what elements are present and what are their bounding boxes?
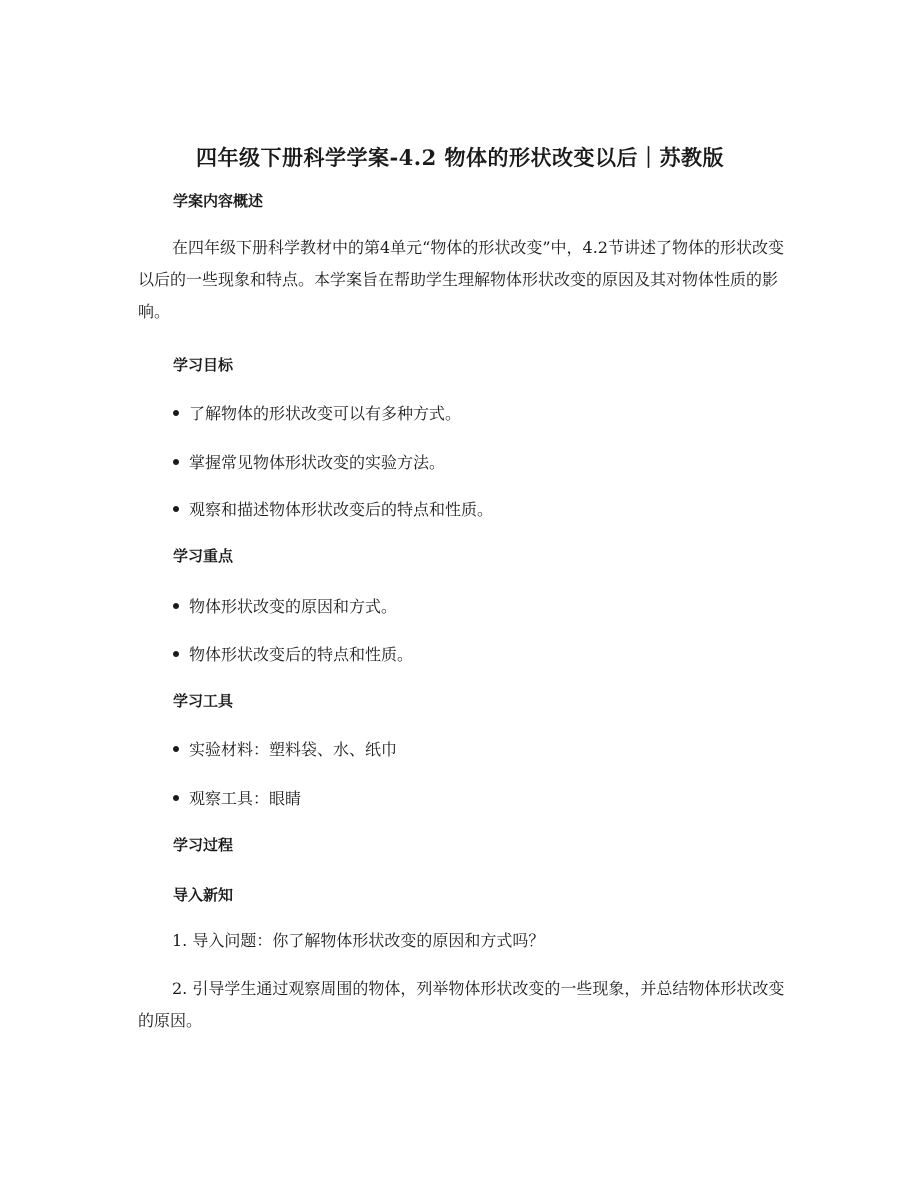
process-step: 1. 导入问题：你了解物体形状改变的原因和方式吗？ xyxy=(172,931,545,950)
document-title: 四年级下册科学学案-4.2 物体的形状改变以后｜苏教版 xyxy=(195,145,725,170)
goal-item: 观察和描述物体形状改变后的特点和性质。 xyxy=(173,497,493,520)
section-heading-key-points: 学习重点 xyxy=(173,547,234,565)
bullet-icon xyxy=(173,603,179,609)
bullet-icon xyxy=(173,459,179,465)
key-point-item: 物体形状改变的原因和方式。 xyxy=(173,594,397,617)
tool-item: 观察工具：眼睛 xyxy=(173,786,301,809)
goal-item: 掌握常见物体形状改变的实验方法。 xyxy=(173,450,445,473)
section-heading-tools: 学习工具 xyxy=(173,692,234,710)
tool-item: 实验材料：塑料袋、水、纸巾 xyxy=(173,737,397,760)
goal-item: 了解物体的形状改变可以有多种方式。 xyxy=(173,401,461,424)
bullet-icon xyxy=(173,651,179,657)
bullet-icon xyxy=(173,746,179,752)
section-heading-overview: 学案内容概述 xyxy=(173,192,264,210)
overview-paragraph: 在四年级下册科学教材中的第4单元“物体的形状改变”中，4.2节讲述了物体的形状改变以后的一些现象和特点。本学案旨在帮助学生理解物体形状改变的原因及其对物体性质的影响。 xyxy=(138,238,784,321)
subsection-heading-intro: 导入新知 xyxy=(173,886,234,904)
bullet-icon xyxy=(173,506,179,512)
section-heading-goals: 学习目标 xyxy=(173,356,234,374)
process-step: 2. 引导学生通过观察周围的物体，列举物体形状改变的一些现象，并总结物体形状改变的原因。 xyxy=(138,979,785,1030)
section-heading-process: 学习过程 xyxy=(173,836,234,854)
bullet-icon xyxy=(173,410,179,416)
key-point-item: 物体形状改变后的特点和性质。 xyxy=(173,642,413,665)
bullet-icon xyxy=(173,795,179,801)
